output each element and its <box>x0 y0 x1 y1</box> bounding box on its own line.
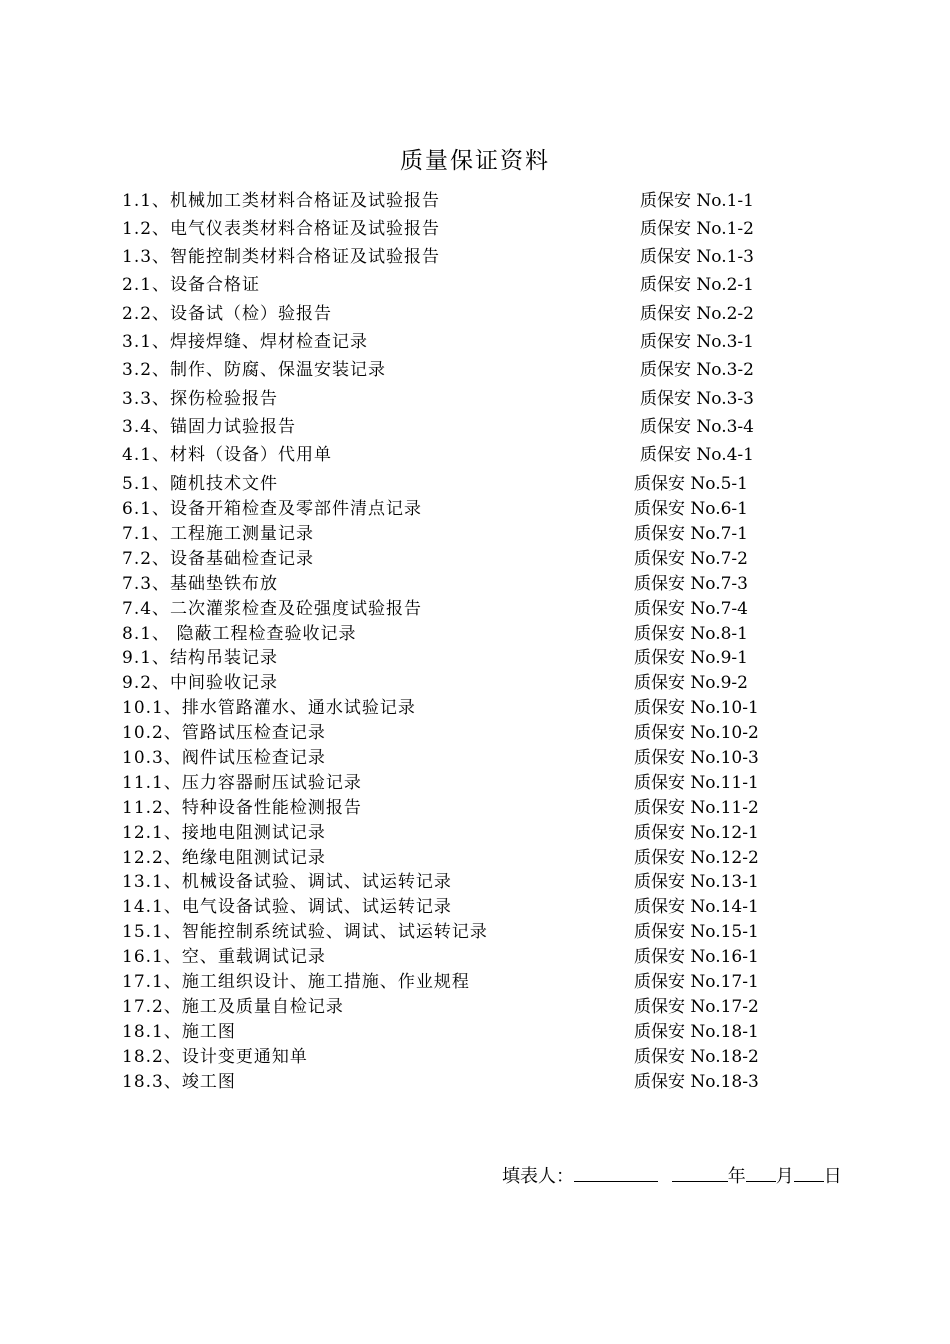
list-item <box>0 594 950 618</box>
item-label: 7.4、二次灌浆检查及砼强度试验报告 <box>122 599 423 619</box>
item-code: 质保安 No.13-1 <box>634 872 759 892</box>
list-item <box>0 569 950 593</box>
item-label: 8.1、 隐蔽工程检查验收记录 <box>122 624 357 644</box>
item-code: 质保安 No.11-2 <box>634 798 759 818</box>
day-blank <box>794 1163 824 1182</box>
item-label: 9.1、结构吊装记录 <box>122 648 279 668</box>
list-item <box>0 186 950 210</box>
item-label: 3.4、锚固力试验报告 <box>122 417 297 437</box>
list-item <box>0 793 950 817</box>
list-item <box>0 355 950 379</box>
list-item <box>0 818 950 842</box>
item-label: 2.1、设备合格证 <box>122 275 261 295</box>
item-code: 质保安 No.5-1 <box>634 474 748 494</box>
list-item <box>0 384 950 408</box>
item-code: 质保安 No.18-2 <box>634 1047 759 1067</box>
list-item <box>0 469 950 493</box>
item-label: 12.1、接地电阻测试记录 <box>122 823 326 843</box>
item-label: 7.2、设备基础检查记录 <box>122 549 315 569</box>
item-label: 12.2、绝缘电阻测试记录 <box>122 848 326 868</box>
item-label: 10.3、阀件试压检查记录 <box>122 748 326 768</box>
item-code: 质保安 No.1-3 <box>640 247 754 267</box>
list-item <box>0 544 950 568</box>
item-code: 质保安 No.10-1 <box>634 698 759 718</box>
list-item <box>0 1067 950 1091</box>
item-label: 18.1、施工图 <box>122 1022 236 1042</box>
filler-blank <box>574 1163 658 1182</box>
item-label: 10.1、排水管路灌水、通水试验记录 <box>122 698 416 718</box>
item-label: 1.1、机械加工类材料合格证及试验报告 <box>122 191 441 211</box>
item-code: 质保安 No.11-1 <box>634 773 759 793</box>
list-item <box>0 299 950 323</box>
signature-line <box>502 1162 842 1188</box>
month-label: 月 <box>775 1166 794 1187</box>
list-item <box>0 967 950 991</box>
item-code: 质保安 No.2-2 <box>640 304 754 324</box>
item-code: 质保安 No.18-3 <box>634 1072 759 1092</box>
item-label: 9.2、中间验收记录 <box>122 673 279 693</box>
item-label: 1.3、智能控制类材料合格证及试验报告 <box>122 247 441 267</box>
item-code: 质保安 No.1-2 <box>640 219 754 239</box>
list-item <box>0 519 950 543</box>
list-item <box>0 214 950 238</box>
day-label: 日 <box>823 1166 842 1187</box>
item-code: 质保安 No.3-1 <box>640 332 754 352</box>
item-label: 2.2、设备试（检）验报告 <box>122 304 333 324</box>
list-item <box>0 693 950 717</box>
list-item <box>0 619 950 643</box>
item-label: 18.2、设计变更通知单 <box>122 1047 308 1067</box>
item-label: 11.2、特种设备性能检测报告 <box>122 798 362 818</box>
item-code: 质保安 No.17-1 <box>634 972 759 992</box>
item-code: 质保安 No.10-2 <box>634 723 759 743</box>
item-label: 13.1、机械设备试验、调试、试运转记录 <box>122 872 452 892</box>
item-label: 16.1、空、重载调试记录 <box>122 947 326 967</box>
item-label: 10.2、管路试压检查记录 <box>122 723 326 743</box>
item-code: 质保安 No.9-1 <box>634 648 748 668</box>
item-code: 质保安 No.4-1 <box>640 445 754 465</box>
item-label: 17.1、施工组织设计、施工措施、作业规程 <box>122 972 470 992</box>
item-label: 5.1、随机技术文件 <box>122 474 279 494</box>
item-code: 质保安 No.10-3 <box>634 748 759 768</box>
item-label: 7.3、基础垫铁布放 <box>122 574 279 594</box>
item-code: 质保安 No.17-2 <box>634 997 759 1017</box>
item-code: 质保安 No.14-1 <box>634 897 759 917</box>
item-label: 4.1、材料（设备）代用单 <box>122 445 333 465</box>
item-label: 3.3、探伤检验报告 <box>122 389 279 409</box>
item-code: 质保安 No.16-1 <box>634 947 759 967</box>
list-item <box>0 643 950 667</box>
list-item <box>0 743 950 767</box>
item-label: 15.1、智能控制系统试验、调试、试运转记录 <box>122 922 488 942</box>
list-item <box>0 718 950 742</box>
item-code: 质保安 No.18-1 <box>634 1022 759 1042</box>
item-label: 17.2、施工及质量自检记录 <box>122 997 344 1017</box>
list-item <box>0 242 950 266</box>
list-item <box>0 867 950 891</box>
item-label: 1.2、电气仪表类材料合格证及试验报告 <box>122 219 441 239</box>
item-code: 质保安 No.12-1 <box>634 823 759 843</box>
list-item <box>0 1017 950 1041</box>
list-item <box>0 440 950 464</box>
item-code: 质保安 No.2-1 <box>640 275 754 295</box>
item-code: 质保安 No.1-1 <box>640 191 754 211</box>
item-label: 3.1、焊接焊缝、焊材检查记录 <box>122 332 369 352</box>
item-code: 质保安 No.7-4 <box>634 599 748 619</box>
item-code: 质保安 No.7-2 <box>634 549 748 569</box>
list-item <box>0 1042 950 1066</box>
list-item <box>0 668 950 692</box>
filler-label: 填表人： <box>502 1166 574 1187</box>
item-label: 11.1、压力容器耐压试验记录 <box>122 773 362 793</box>
list-item <box>0 270 950 294</box>
list-item <box>0 843 950 867</box>
year-label: 年 <box>727 1166 746 1187</box>
item-code: 质保安 No.7-1 <box>634 524 748 544</box>
item-code: 质保安 No.9-2 <box>634 673 748 693</box>
item-code: 质保安 No.3-2 <box>640 360 754 380</box>
item-label: 18.3、竣工图 <box>122 1072 236 1092</box>
item-code: 质保安 No.15-1 <box>634 922 759 942</box>
item-code: 质保安 No.12-2 <box>634 848 759 868</box>
list-item <box>0 412 950 436</box>
list-item <box>0 942 950 966</box>
item-code: 质保安 No.7-3 <box>634 574 748 594</box>
list-item <box>0 494 950 518</box>
list-item <box>0 917 950 941</box>
list-item <box>0 992 950 1016</box>
item-label: 6.1、设备开箱检查及零部件清点记录 <box>122 499 423 519</box>
document-title: 质量保证资料 <box>400 148 550 174</box>
item-code: 质保安 No.8-1 <box>634 624 748 644</box>
list-item <box>0 892 950 916</box>
month-blank <box>746 1163 776 1182</box>
item-code: 质保安 No.3-3 <box>640 389 754 409</box>
list-item <box>0 327 950 351</box>
year-blank <box>672 1163 728 1182</box>
item-label: 7.1、工程施工测量记录 <box>122 524 315 544</box>
list-item <box>0 768 950 792</box>
item-code: 质保安 No.6-1 <box>634 499 748 519</box>
item-label: 14.1、电气设备试验、调试、试运转记录 <box>122 897 452 917</box>
item-code: 质保安 No.3-4 <box>640 417 754 437</box>
item-label: 3.2、制作、防腐、保温安装记录 <box>122 360 387 380</box>
